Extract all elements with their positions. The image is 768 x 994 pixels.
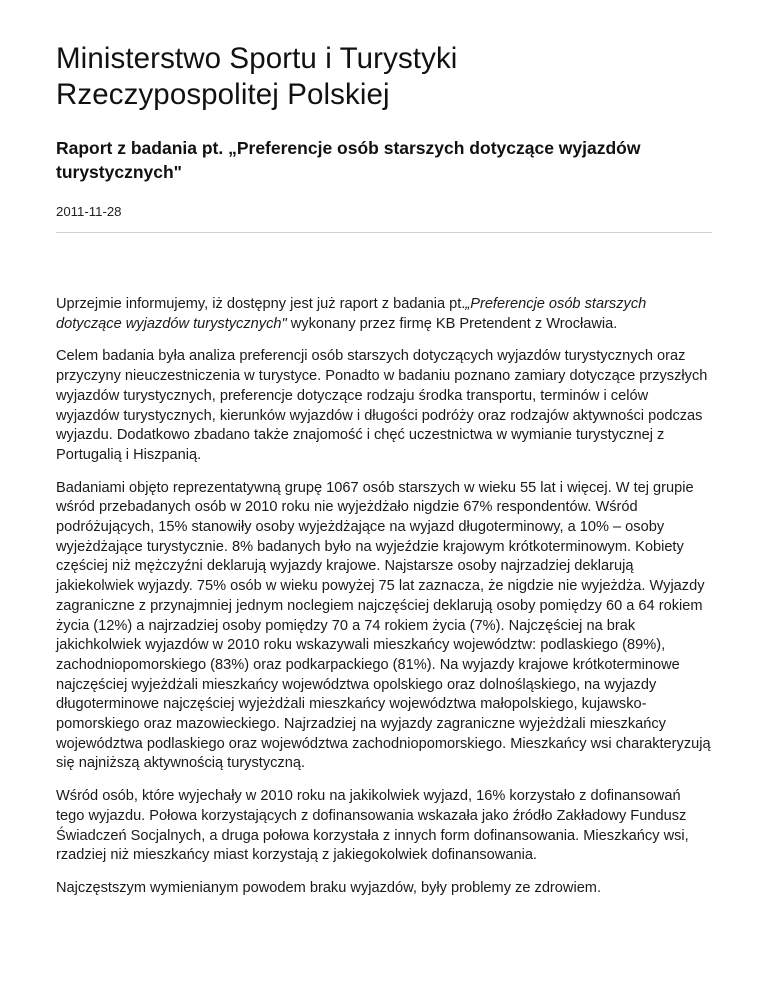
site-title-line-1: Ministerstwo Sportu i Turystyki — [56, 42, 458, 75]
article-title: Raport z badania pt. „Preferencje osób starszych dotyczące wyjazdów turystycznych" — [56, 138, 641, 182]
intro-text-before: Uprzejmie informujemy, iż dostępny jest już raport z badania pt. — [56, 296, 466, 312]
intro-paragraph — [56, 295, 712, 334]
paragraph-reasons: Najczęstszym wymienianym powodem braku wyjazdów, były problemy ze zdrowiem. — [56, 879, 602, 896]
article-body — [56, 295, 712, 899]
report-title-italic: „Preferencje osób starszych dotyczące wyjazdów turystycznych" — [56, 296, 647, 332]
site-title-line-2: Rzeczypospolitej Polskiej — [56, 78, 390, 111]
paragraph-funding: Wśród osób, które wyjechały w 2010 roku na jakikolwiek wyjazd, 16% korzystało z dofinansowań tego wyjazdu. Połowa korzystających z dofinansowania wskazała jako źródło Zakładowy Fundusz Świadczeń Socjalnych, a druga połowa korzystała z innych form dofinansowania. Mieszkańcy wsi, rzadziej niż mieszkańcy miast korzystają z jakiegokolwiek dofinansowania. — [56, 788, 689, 864]
publication-date: 2011-11-28 — [56, 204, 122, 219]
header-divider — [56, 232, 712, 233]
paragraph-study-results: Badaniami objęto reprezentatywną grupę 1067 osób starszych w wieku 55 lat i więcej. W tej grupie wśród przebadanych osób w 2010 roku nie wyjeżdżało nigdzie 67% respondentów. Wśród podróżujących, 15% stanowiły osoby wyjeżdżające na wyjazd długoterminowy, a 10% – osoby wyjeżdżające turystycznie. 8% badanych było na wyjeździe krajowym krótkoterminowym. Kobiety częściej niż mężczyźni deklarują wyjazdy krajowe. Najstarsze osoby najrzadziej deklarują jakiekolwiek wyjazdy. 75% osób w wieku powyżej 75 lat zaznacza, że nigdzie nie wyjeżdża. Wyjazdy zagraniczne z przynajmniej jednym noclegiem najczęściej deklarują osoby pomiędzy 60 a 64 rokiem życia (12%) a najrzadziej osoby pomiędzy 70 a 74 rokiem życia (7%). Najczęściej na brak jakichkolwiek wyjazdów w 2010 roku wskazywali mieszkańcy województw: podlaskiego (89%), zachodniopomorskiego (83%) oraz podkarpackiego (81%). Na wyjazdy krajowe krótkoterminowe najczęściej wyjeżdżali mieszkańcy województwa opolskiego oraz dolnośląskiego, na wyjazdy długoterminowe najczęściej wyjeżdżali mieszkańcy województwa małopolskiego, kujawsko-pomorskiego oraz mazowieckiego. Najrzadziej na wyjazdy zagraniczne wyjeżdżali mieszkańcy województwa podlaskiego oraz województwa zachodniopomorskiego. Mieszkańcy wsi charakteryzują się najniższą aktywnością turystyczną. — [56, 479, 711, 772]
intro-text-after: wykonany przez firmę KB Pretendent z Wrocławia. — [286, 315, 618, 332]
paragraph-study-goal: Celem badania była analiza preferencji osób starszych dotyczących wyjazdów turystycznych oraz przyczyny nieuczestniczenia w turystyce. Ponadto w badaniu poznano zamiary dotyczące przyszłych wyjazdów turystycznych, preferencje dotyczące rodzaju środka transportu, terminów i celów wyjazdów turystycznych, kierunków wyjazdów i długości podróży oraz rodzajów aktywności podczas wyjazdu. Dodatkowo zbadano także znajomość i chęć uczestnictwa w wymianie turystycznej z Portugalią i Hiszpanią. — [56, 348, 708, 463]
site-title — [56, 41, 712, 113]
